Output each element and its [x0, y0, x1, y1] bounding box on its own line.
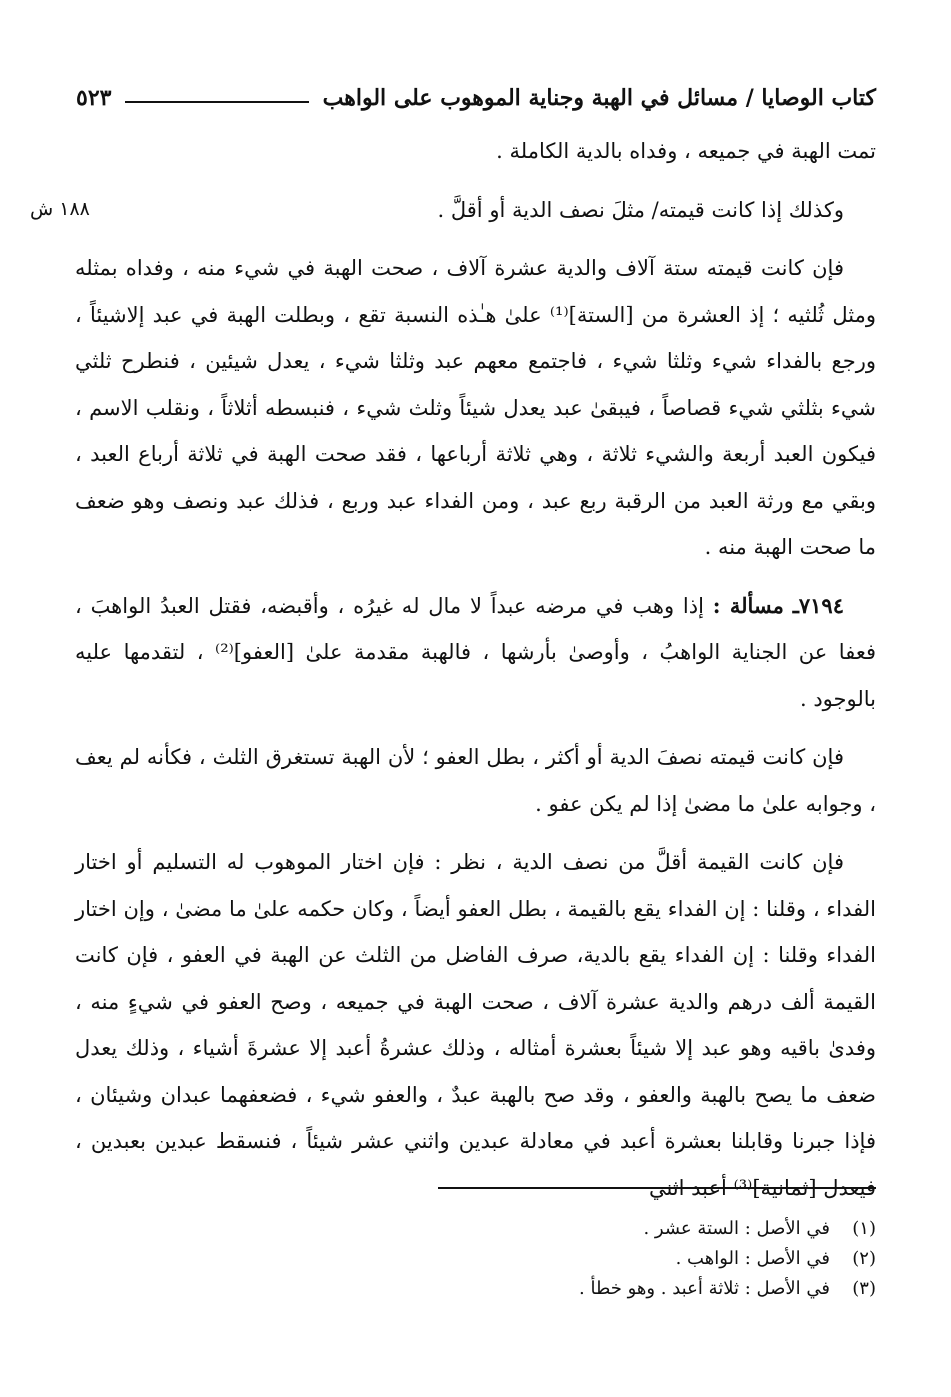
footnote-number: (١) — [852, 1218, 876, 1239]
margin-note: ١٨٨ ش — [30, 198, 90, 220]
paragraph-1: تمت الهبة في جميعه ، وفداه بالدية الكاملة . — [496, 139, 876, 163]
footnote-text: في الأصل : الستة عشر . — [643, 1218, 830, 1239]
footnote-number: (٢) — [852, 1248, 876, 1269]
masala-number: ٧١٩٤ـ — [792, 592, 844, 618]
paragraph-5: فإن كانت قيمته نصفَ الدية أو أكثر ، بطل العفو ؛ لأن الهبة تستغرق الثلث ، فكأنه لم يعف ، وجوابه علىٰ ما مضىٰ إذا لم يكن عفو . — [75, 745, 876, 816]
header-title: كتاب الوصايا / مسائل في الهبة وجناية الموهوب على الواهب — [322, 85, 876, 111]
paragraph-4: إذا وهب في مرضه عبداً لا مال له غيرُه ، وأقبضه، فقتل العبدُ الواهبَ ، فعفا عن الجناية الواهبُ ، وأوصىٰ بأرشها ، فالهبة مقدمة علىٰ [العفو]⁽²⁾ ، لتقدمها عليه بالوجود . — [75, 593, 876, 711]
header-rule — [125, 101, 308, 103]
footnote-text: في الأصل : الواهب . — [675, 1248, 830, 1269]
main-text — [75, 128, 876, 1211]
footnote-text: في الأصل : ثلاثة أعبد . وهو خطأ . — [579, 1278, 830, 1299]
paragraph-6: فإن كانت القيمة أقلَّ من نصف الدية ، نظر : فإن اختار الموهوب له التسليم أو اختار الفداء ، وقلنا : إن الفداء يقع بالقيمة ، بطل العفو أيضاً ، وكان حكمه علىٰ ما مضىٰ ، وإن اختار الفداء وقلنا : إن الفداء يقع بالدية، صرف الفاضل من الثلث عن الهبة في العفو ، فإن كانت القيمة ألف درهم والدية عشرة آلاف ، صحت الهبة في جميعه ، وصح العفو في شيءٍ منه ، وفدىٰ باقيه وهو عبد إلا شيئاً بعشرة أمثاله ، وذلك عشرةُ أعبد إلا عشرةَ أشياء ، وذلك يعدل ضعف ما يصح بالهبة والعفو ، وقد صح بالهبة عبدٌ ، والعفو شيء ، فضعفهما عبدان وشيئان ، فإذا جبرنا وقابلنا بعشرة أعبد في معادلة عبدين واثني عشر شيئاً ، فنسقط عبدين بعبدين ، فيعدل [ثمانية]⁽³⁾ أعبد اثني — [75, 850, 877, 1200]
footnote-2 — [436, 1244, 876, 1274]
footnote-number: (٣) — [852, 1278, 876, 1299]
paragraph-3: فإن كانت قيمته ستة آلاف والدية عشرة آلاف ، صحت الهبة في شيء منه ، وفداه بمثله ومثل ثُلثيه ؛ إذ العشرة من [الستة]⁽¹⁾ علىٰ هـٰذه النسبة تقع ، وبطلت الهبة في عبد إلاشيئاً ، ورجع بالفداء شيء وثلثا شيء ، فاجتمع معهم عبد وثلثا شيء ، يعدل شيئين ، فنطرح ثلثي شيء بثلثي شيء قصاصاً ، فيبقىٰ عبد يعدل شيئاً وثلث شيء ، فنبسطه أثلاثاً ، ونقلب الاسم ، فيكون العبد أربعة والشيء ثلاثة ، وهي ثلاثة أرباعها ، فقد صحت الهبة في ثلاثة أرباع العبد ، وبقي مع ورثة العبد من الرقبة ربع عبد ، ومن الفداء عبد وربع ، فذلك عبد ونصف وهو ضعف ما صحت الهبة منه . — [75, 256, 876, 559]
footnotes — [436, 1214, 876, 1304]
footnote-1 — [436, 1214, 876, 1244]
page-number: ٥٢٣ — [76, 85, 112, 111]
masala-label: مسألة : — [712, 592, 784, 618]
masala-paragraph — [75, 583, 876, 723]
running-header — [76, 78, 876, 118]
paragraph-2: وكذلك إذا كانت قيمته/ مثلَ نصف الدية أو أقلَّ . — [437, 197, 844, 222]
footnote-separator — [438, 1187, 876, 1189]
footnote-3 — [436, 1274, 876, 1304]
